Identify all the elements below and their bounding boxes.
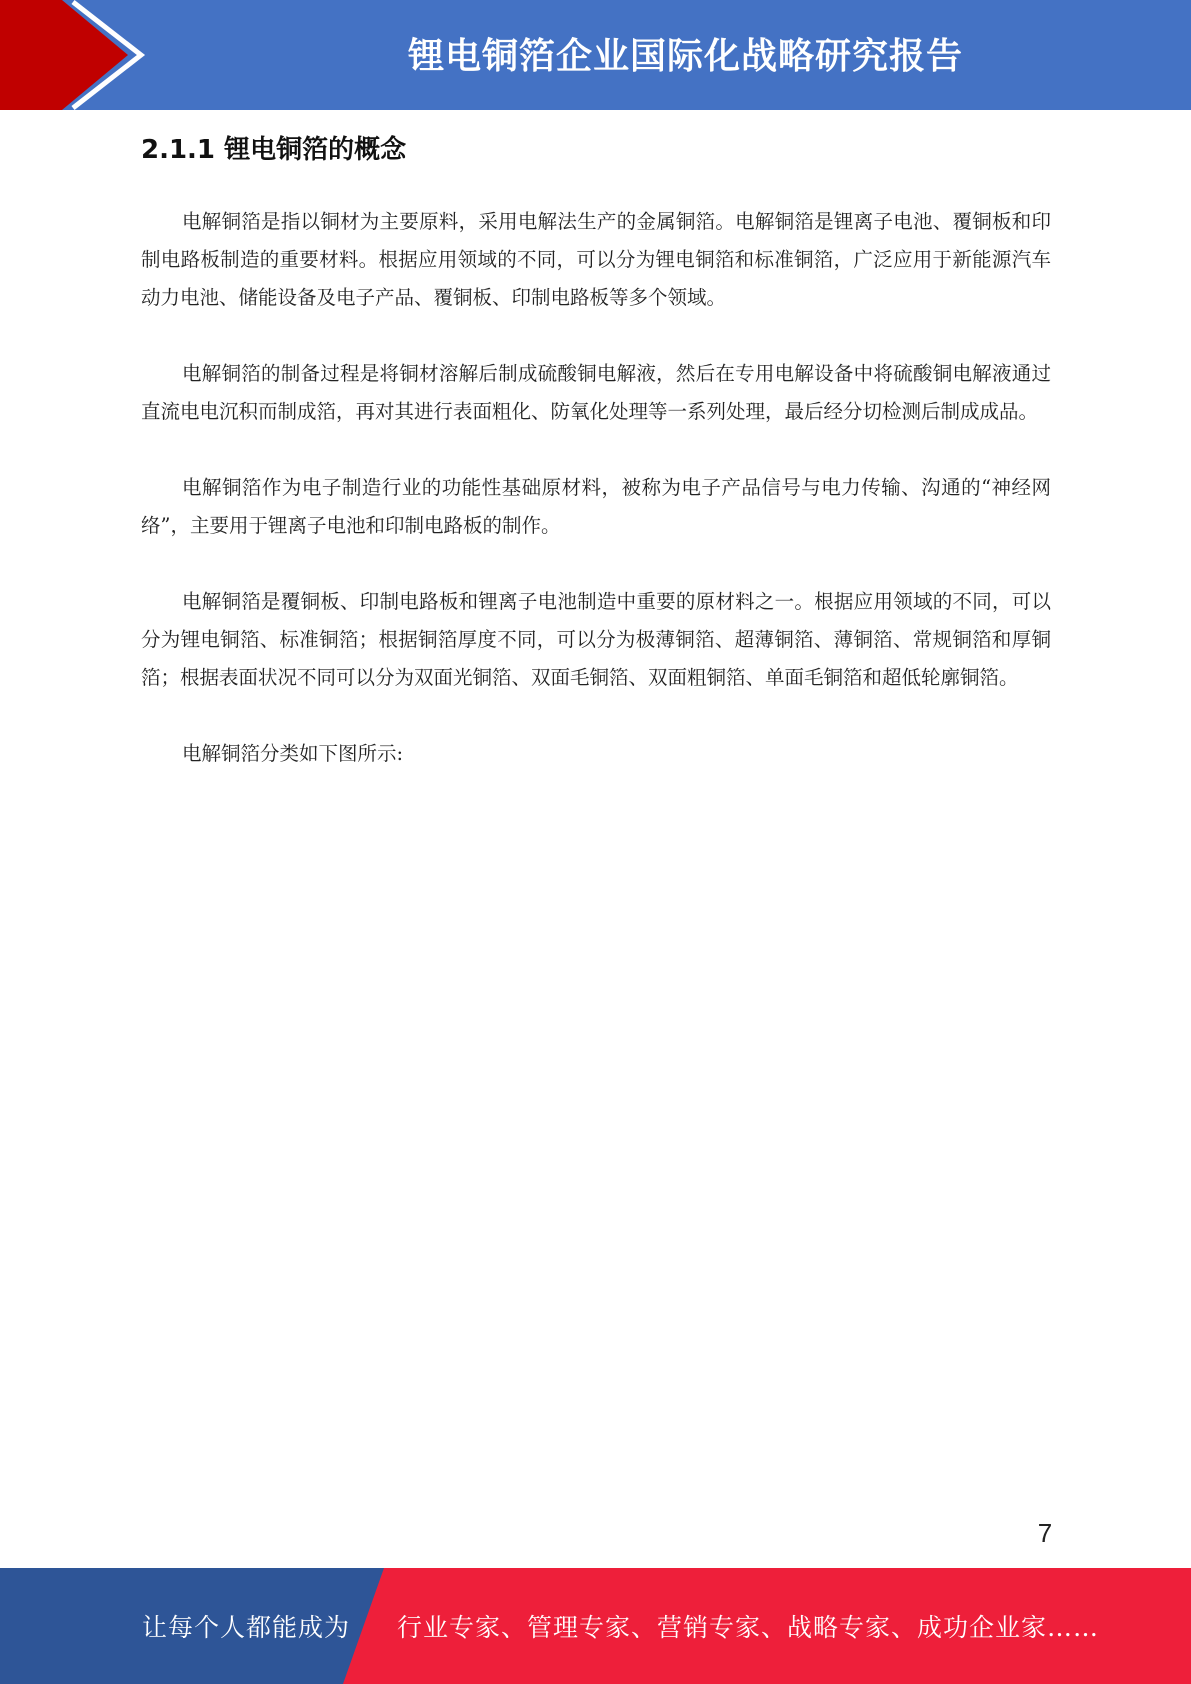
report-title: 锂电铜箔企业国际化战略研究报告 (407, 35, 963, 77)
header-red-block (0, 0, 128, 110)
body-text (141, 203, 1051, 811)
paragraph: 电解铜箔是指以铜材为主要原料，采用电解法生产的金属铜箔。电解铜箔是锂离子电池、覆铜板和印制电路板制造的重要材料。根据应用领域的不同，可以分为锂电铜箔和标准铜箔，广泛应用于新能源汽车动力电池、储能设备及电子产品、覆铜板、印制电路板等多个领域。 (141, 210, 1051, 309)
header-chevron-decoration (0, 0, 160, 110)
paragraph: 电解铜箔是覆铜板、印制电路板和锂离子电池制造中重要的原材料之一。根据应用领域的不同，可以分为锂电铜箔、标准铜箔；根据铜箔厚度不同，可以分为极薄铜箔、超薄铜箔、薄铜箔、常规铜箔和厚铜箔；根据表面状况不同可以分为双面光铜箔、双面毛铜箔、双面粗铜箔、单面毛铜箔和超低轮廓铜箔。 (141, 590, 1051, 689)
page-header (0, 0, 1191, 110)
section-heading: 2.1.1 锂电铜箔的概念 (141, 135, 407, 165)
paragraph: 电解铜箔分类如下图所示: (182, 742, 404, 765)
footer-slogan-right: 行业专家、管理专家、营销专家、战略专家、成功企业家…… (397, 1613, 1100, 1642)
paragraph: 电解铜箔的制备过程是将铜材溶解后制成硫酸铜电解液，然后在专用电解设备中将硫酸铜电解液通过直流电电沉积而制成箔，再对其进行表面粗化、防氧化处理等一系列处理，最后经分切检测后制成成品。 (141, 362, 1051, 423)
page-number: 7 (1037, 1518, 1053, 1548)
page-footer (0, 1568, 1191, 1684)
paragraph: 电解铜箔作为电子制造行业的功能性基础原材料，被称为电子产品信号与电力传输、沟通的“神经网络”，主要用于锂离子电池和印制电路板的制作。 (141, 476, 1051, 537)
footer-slogan-left: 让每个人都能成为 (142, 1613, 351, 1642)
